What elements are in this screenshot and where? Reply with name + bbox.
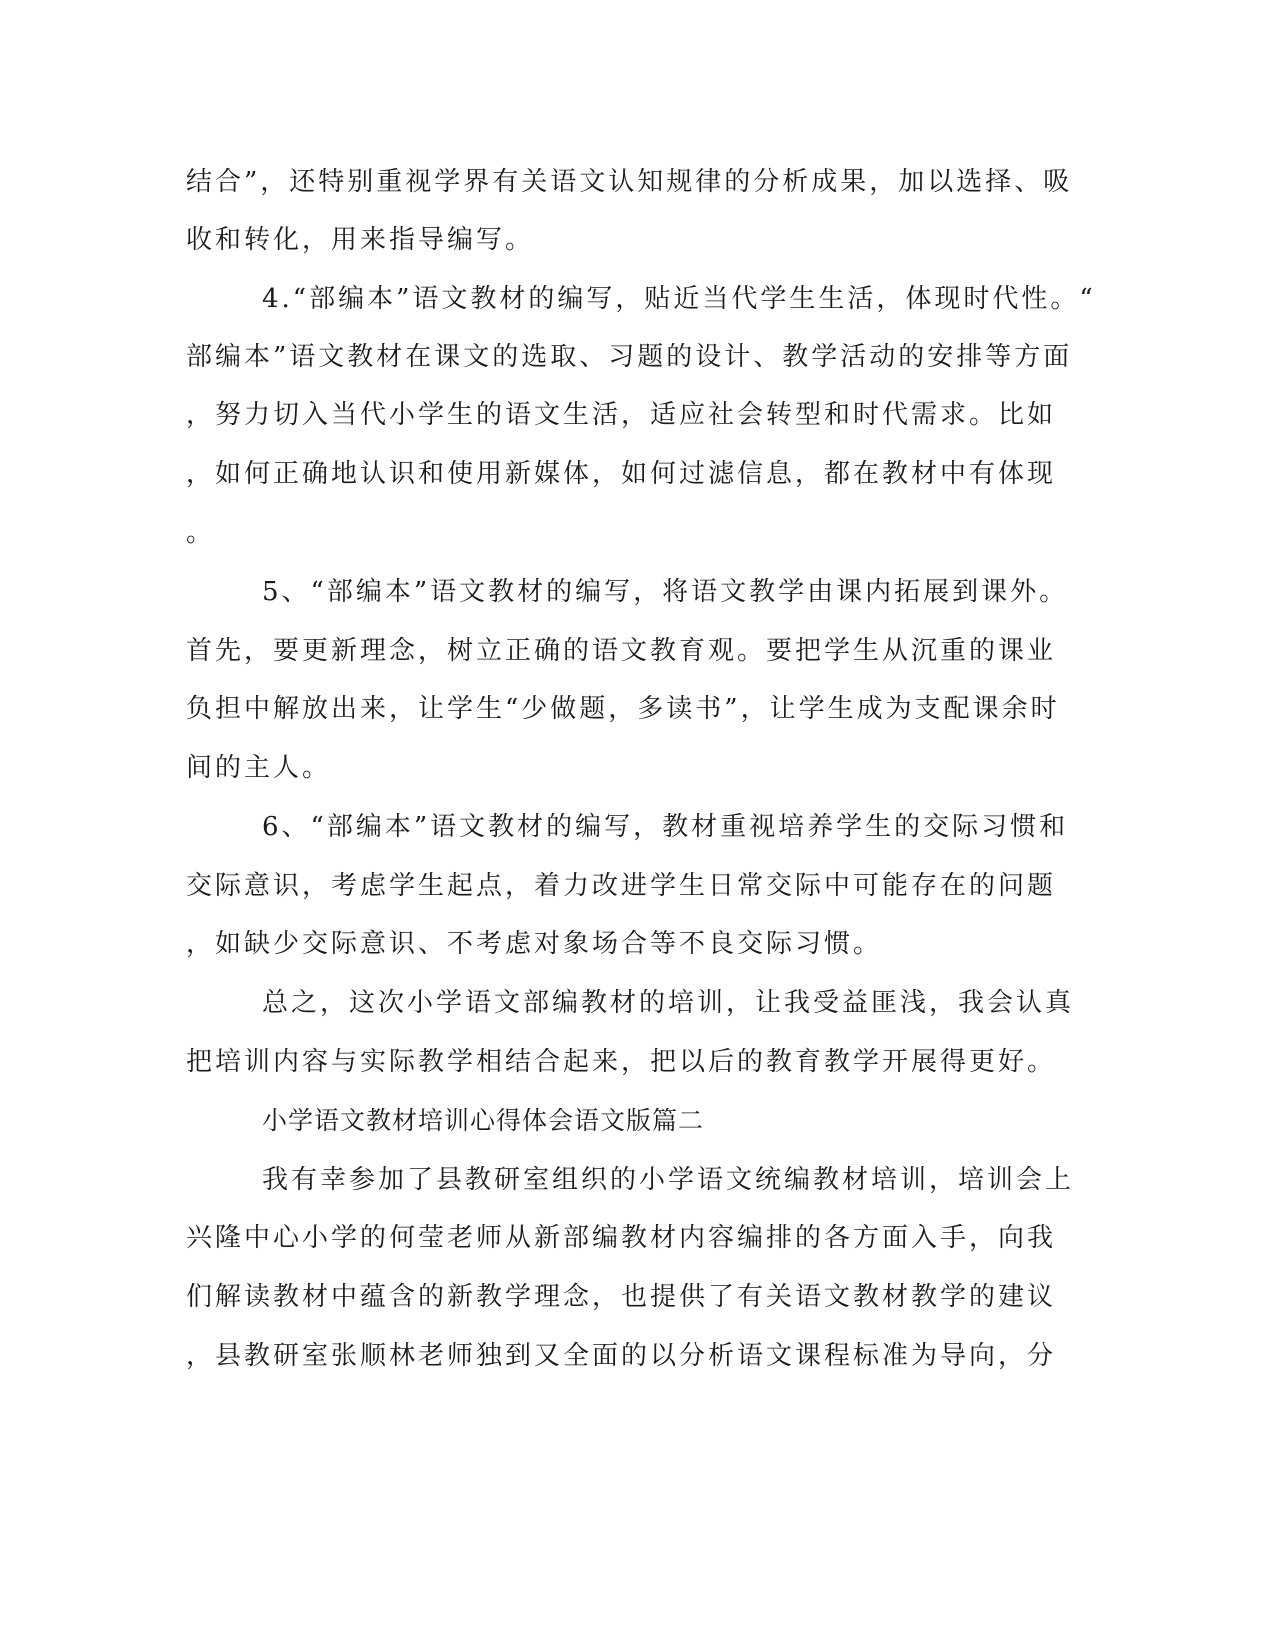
text-line: 把培训内容与实际教学相结合起来，把以后的教育教学开展得更好。	[186, 1047, 1057, 1077]
text-line: 5、“部编本”语文教材的编写，将语文教学由课内拓展到课外。	[262, 577, 1069, 607]
text-line: ，县教研室张顺林老师独到又全面的以分析语文课程标准为导向，分	[186, 1341, 1057, 1371]
text-line: ，努力切入当代小学生的语文生活，适应社会转型和时代需求。比如	[186, 400, 1057, 430]
text-line: 结合”，还特别重视学界有关语文认知规律的分析成果，加以选择、吸	[186, 167, 1073, 197]
text-line: ，如缺少交际意识、不考虑对象场合等不良交际习惯。	[186, 929, 883, 959]
text-line: 我有幸参加了县教研室组织的小学语文统编教材培训，培训会上	[262, 1165, 1075, 1195]
text-line: 部编本”语文教材在课文的选取、习题的设计、教学活动的安排等方面	[186, 342, 1073, 372]
text-line: 负担中解放出来，让学生“少做题，多读书”，让学生成为支配课余时	[186, 694, 1060, 724]
text-line: 6、“部编本”语文教材的编写，教材重视培养学生的交际习惯和	[262, 812, 1069, 842]
text-line: 兴隆中心小学的何莹老师从新部编教材内容编排的各方面入手，向我	[186, 1223, 1057, 1253]
text-line: 4.“部编本”语文教材的编写，贴近当代学生生活，体现时代性。“	[262, 284, 1096, 314]
text-line: 首先，要更新理念，树立正确的语文教育观。要把学生从沉重的课业	[186, 636, 1057, 666]
text-line: ，如何正确地认识和使用新媒体，如何过滤信息，都在教材中有体现	[186, 459, 1057, 489]
text-line: 。	[186, 518, 216, 548]
text-line: 们解读教材中蕴含的新教学理念，也提供了有关语文教材教学的建议	[186, 1282, 1057, 1312]
text-line: 收和转化，用来指导编写。	[186, 225, 535, 255]
text-line: 间的主人。	[186, 753, 332, 783]
section-heading: 小学语文教材培训心得体会语文版篇二	[262, 1106, 705, 1135]
text-line: 交际意识，考虑学生起点，着力改进学生日常交际中可能存在的问题	[186, 871, 1057, 901]
text-line: 总之，这次小学语文部编教材的培训，让我受益匪浅，我会认真	[262, 988, 1075, 1018]
